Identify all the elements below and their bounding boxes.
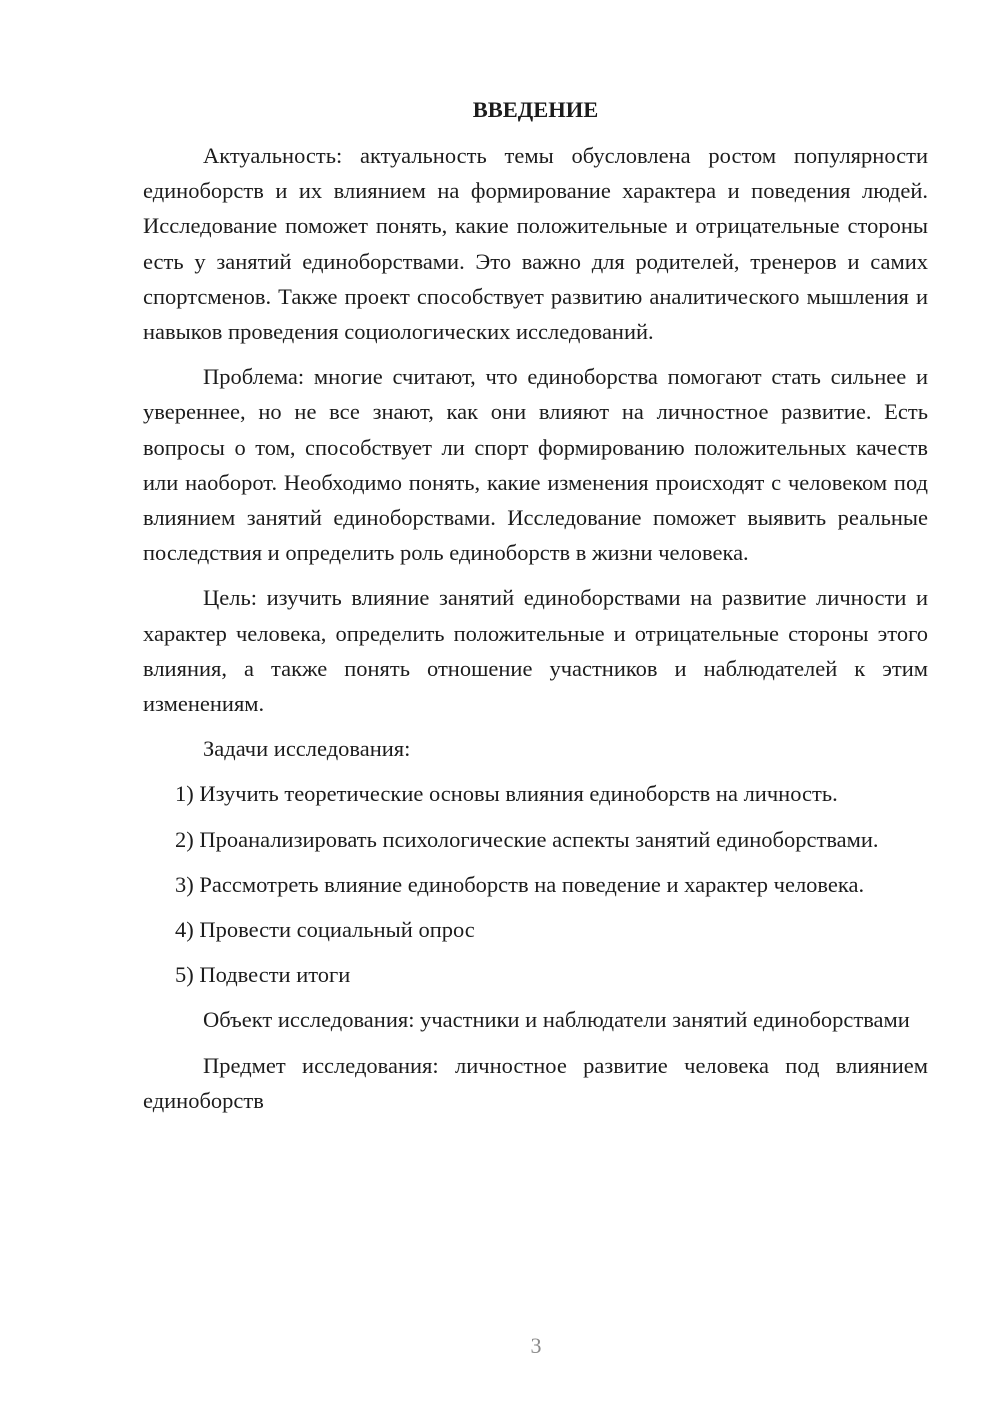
paragraph-goal: Цель: изучить влияние занятий единоборствами на развитие личности и характер человека, определить положительные и отрицательные стороны этого влияния, а также понять отношение участников и наблюдателей к этим изменениям. — [143, 585, 928, 717]
task-item-5: 5) Подвести итоги — [175, 962, 351, 988]
task-item-1: 1) Изучить теоретические основы влияния единоборств на личность. — [175, 781, 838, 807]
task-item-3: 3) Рассмотреть влияние единоборств на поведение и характер человека. — [175, 871, 865, 897]
paragraph-subject: Предмет исследования: личностное развитие человека под влиянием единоборств — [143, 1052, 928, 1113]
paragraph-object: Объект исследования: участники и наблюдатели занятий единоборствами — [203, 1007, 910, 1033]
task-item-2: 2) Проанализировать психологические аспекты занятий единоборствами. — [175, 826, 879, 852]
tasks-heading: Задачи исследования: — [203, 736, 411, 762]
page-number: 3 — [530, 1333, 542, 1358]
paragraph-problem: Проблема: многие считают, что единоборства помогают стать сильнее и увереннее, но не все знают, как они влияют на личностное развитие. Есть вопросы о том, способствует ли спорт формированию положительных качеств или наоборот. Необходимо понять, какие изменения происходят с человеком под влиянием занятий единоборствами. Исследование поможет выявить реальные последствия и определить роль единоборств в жизни человека. — [143, 364, 928, 566]
page-title: ВВЕДЕНИЕ — [472, 97, 599, 122]
page-content — [143, 92, 928, 1128]
paragraph-relevance: Актуальность: актуальность темы обусловлена ростом популярности единоборств и их влиянием на формирование характера и поведения людей. Исследование поможет понять, какие положительные и отрицательные стороны есть у занятий единоборствами. Это важно для родителей, тренеров и самих спортсменов. Также проект способствует развитию аналитического мышления и навыков проведения социологических исследований. — [143, 143, 928, 345]
task-item-4: 4) Провести социальный опрос — [175, 917, 475, 943]
